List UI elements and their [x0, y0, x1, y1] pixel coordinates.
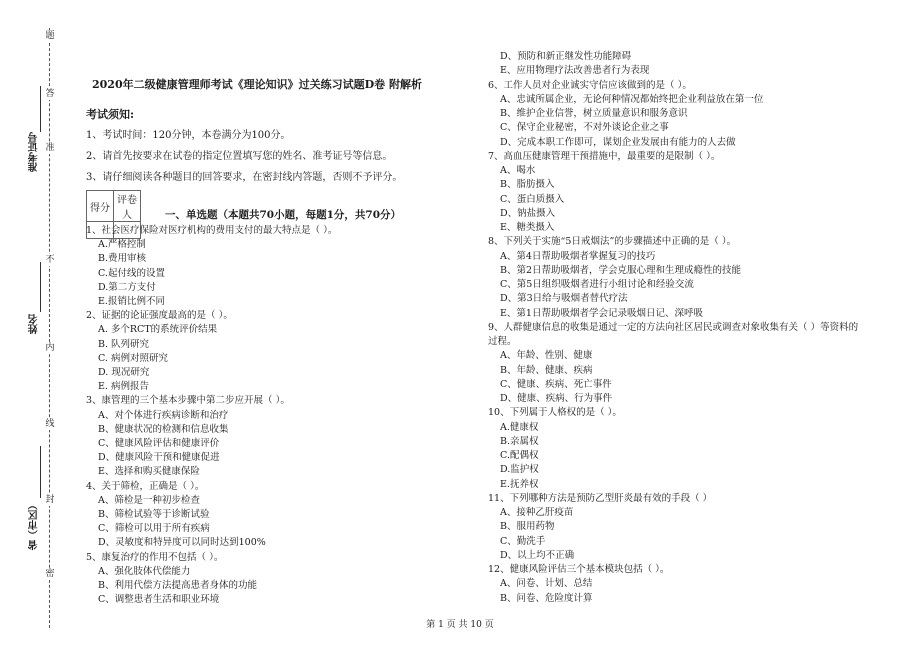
option-text: A.严格控制: [98, 239, 146, 251]
option-text: A、年龄、性别、健康: [500, 350, 593, 362]
option-text: C、勤洗手: [500, 535, 546, 547]
notice-heading: 考试须知:: [86, 108, 135, 121]
seal-glyph: 准: [45, 143, 55, 153]
option-text: A、筛检是一种初步检查: [98, 494, 200, 506]
question-text: 10、下列属于人格权的是（ ）。: [488, 407, 622, 419]
option-text: E. 病例报告: [98, 381, 149, 393]
question-text: 4、关于筛检，正确是（ ）。: [86, 480, 205, 492]
option-text: D.监护权: [500, 464, 539, 476]
option-text: D、预防和新正继发性功能障碍: [500, 51, 632, 62]
option-text: B、筛检试验等于诊断试验: [98, 509, 210, 520]
option-text: B、第2日帮助吸烟者，学会克服心理和生理成瘾性的技能: [500, 264, 742, 276]
option-text: D、健康、疾病、行为事件: [500, 393, 613, 404]
option-text: C. 病例对照研究: [98, 352, 168, 364]
option-text: D、完成本职工作即可，谋划企业发展由有能力的人去做: [500, 136, 736, 148]
exam-number-line: [40, 86, 41, 132]
option-text: C、保守企业秘密，不对外谈论企业之事: [500, 122, 669, 134]
question-text: 9、人群健康信息的收集是通过一定的方法向社区居民或调查对象收集有关（ ）等资料的: [488, 321, 859, 333]
option-text: A. 多个RCT的系统评价结果: [98, 324, 218, 336]
section-title: 一、单选题（本题共70小题，每题1分，共70分）: [165, 209, 402, 221]
option-text: A、喝水: [500, 165, 536, 176]
option-text: C、筛检可以用于所有疾病: [98, 523, 210, 535]
option-text: C、健康风险评估和健康评价: [98, 438, 220, 449]
option-text: C、第5日组织吸烟者进行小组讨论和经验交流: [500, 279, 694, 290]
province-line: [40, 446, 41, 498]
option-text: A、忠诚所属企业，无论何种情况都始终把企业利益放在第一位: [500, 93, 764, 105]
option-text: A.健康权: [500, 421, 539, 433]
option-text: B、脂肪摄入: [500, 179, 555, 191]
option-text: B、问卷、危险度计算: [500, 592, 593, 604]
score-label: 得分: [87, 191, 114, 222]
question-text: 12、健康风险评估三个基本模块包括（ ）。: [488, 564, 670, 575]
option-text: A、第4日帮助吸烟者掌握复习的技巧: [500, 250, 656, 262]
page-footer: 第 1 页 共 10 页: [426, 620, 494, 630]
question-text: 7、高血压健康管理干预措施中，最重要的是限制（ ）。: [488, 150, 721, 162]
option-text: C、健康、疾病、死亡事件: [500, 378, 612, 390]
option-text: D、以上均不正确: [500, 549, 575, 561]
option-text: B.亲属权: [500, 435, 539, 447]
seal-glyph: 答: [45, 89, 55, 99]
option-text: B、健康状况的检测和信息收集: [98, 423, 229, 435]
notice-item: 3、请仔细阅读各种题目的回答要求，在密封线内答题，否则不予评分。: [86, 172, 403, 183]
question-text: 过程。: [488, 336, 517, 347]
question-text: 5、康复治疗的作用不包括（ ）。: [86, 551, 224, 563]
option-text: B、维护企业信誉，树立质量意识和服务意识: [500, 108, 688, 119]
seal-glyph: 线: [45, 419, 55, 429]
option-text: C.配偶权: [500, 450, 539, 461]
option-text: D、钠盐摄入: [500, 207, 556, 219]
option-text: E、选择和购买健康保险: [98, 466, 200, 478]
binding-margin: [0, 0, 80, 650]
option-text: A、对个体进行疾病诊断和治疗: [98, 409, 229, 421]
option-text: A、问卷、计划、总结: [500, 578, 593, 590]
seal-glyph: 密: [45, 569, 55, 579]
question-text: 2、证据的论证强度最高的是（ ）。: [86, 310, 233, 322]
question-text: 1、社会医疗保险对医疗机构的费用支付的最大特点是（ ）。: [86, 225, 338, 236]
option-text: B. 队列研究: [98, 338, 150, 350]
question-text: 11、下列哪种方法是预防乙型肝炎最有效的手段（ ）: [488, 492, 713, 504]
option-text: C、蛋白质摄入: [500, 193, 565, 205]
name-label: 姓名: [29, 314, 40, 334]
name-line: [40, 262, 41, 312]
option-text: E.抚养权: [500, 478, 539, 490]
notice-item: 2、请首先按要求在试卷的指定位置填写您的姓名、准考证号等信息。: [86, 151, 393, 162]
province-label: 省（市区）: [29, 500, 40, 550]
option-text: B.费用审核: [98, 253, 147, 265]
option-text: D、健康风险干预和健康促进: [98, 452, 220, 464]
question-text: 3、康管理的三个基本步骤中第二步应开展（ ）。: [86, 395, 290, 407]
option-text: E.报销比例不同: [98, 296, 165, 307]
seal-dashed-line: [49, 28, 50, 628]
question-text: 8、下列关于实施“5日戒烟法”的步骤描述中正确的是（ ）。: [488, 236, 737, 248]
option-text: D、灵敏度和特异度可以同时达到100%: [98, 537, 266, 549]
seal-glyph: 不: [45, 255, 55, 265]
option-text: E、应用物理疗法改善患者行为表现: [500, 65, 650, 77]
option-text: E、糖类摄入: [500, 222, 555, 233]
option-text: D、第3日给与吸烟者替代疗法: [500, 293, 628, 305]
option-text: E、第1日帮助吸烟者学会记录吸烟日记、深呼吸: [500, 307, 703, 319]
option-text: A、接种乙肝疫苗: [500, 507, 574, 518]
seal-glyph: 封: [45, 495, 55, 505]
grader-label: 评卷人: [114, 191, 141, 222]
exam-number-label: 准考证号: [29, 132, 40, 172]
option-text: B、利用代偿方法提高患者身体的功能: [98, 580, 257, 591]
option-text: A、强化肢体代偿能力: [98, 565, 191, 577]
option-text: D.第二方支付: [98, 281, 156, 293]
seal-glyph: 题: [45, 31, 55, 41]
page-title: 2020年二级健康管理师考试《理论知识》过关练习试题D卷 附解析: [92, 78, 422, 91]
option-text: C、调整患者生活和职业环境: [98, 594, 220, 606]
option-text: D. 现况研究: [98, 367, 150, 378]
option-text: B、服用药物: [500, 521, 555, 533]
option-text: B、年龄、健康、疾病: [500, 364, 593, 376]
notice-item: 1、考试时间：120分钟，本卷满分为100分。: [86, 130, 291, 141]
option-text: C.起付线的设置: [98, 267, 165, 279]
question-text: 6、工作人员对企业诚实守信应该做到的是（ ）。: [488, 79, 692, 91]
seal-glyph: 内: [45, 343, 55, 353]
